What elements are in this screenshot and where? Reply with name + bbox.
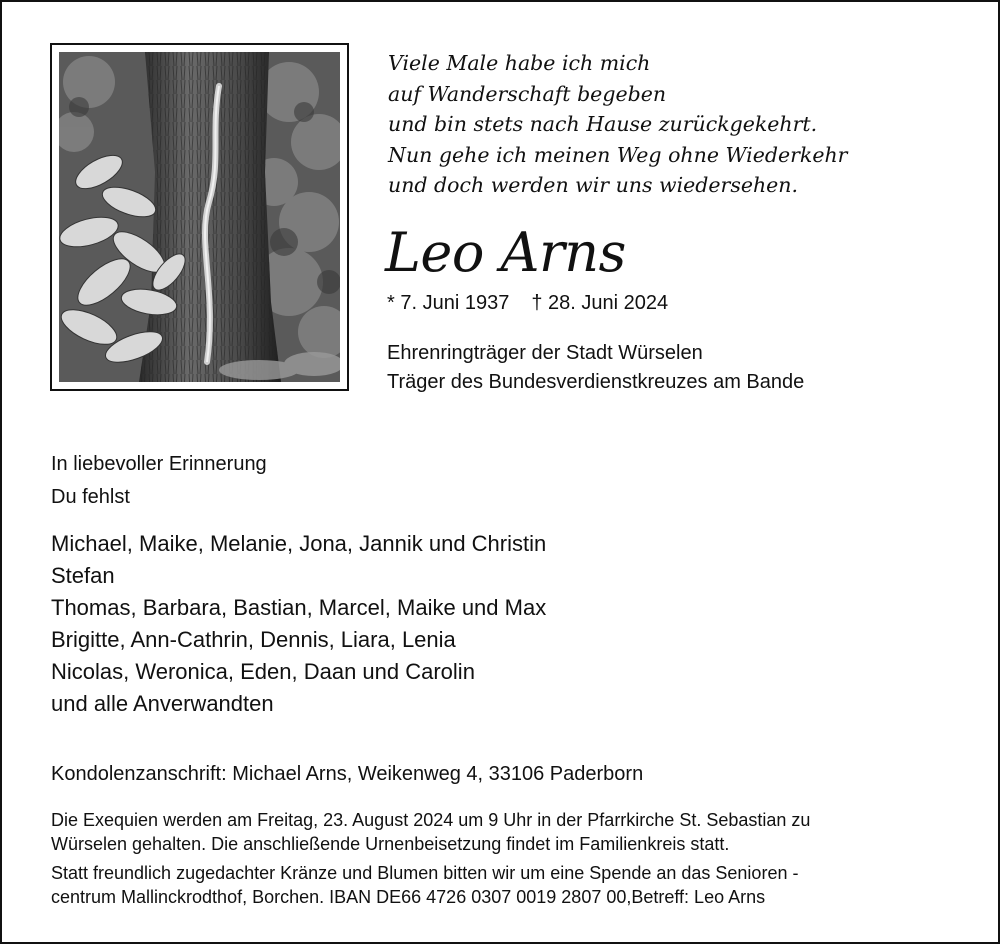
honor-line: Ehrenringträger der Stadt Würselen [387,342,703,364]
condolence-address: Kondolenzanschrift: Michael Arns, Weikenweg 4, 33106 Paderborn [51,763,644,785]
funeral-line: Würselen gehalten. Die anschließende Urnenbeisetzung findet im Familienkreis statt. [51,834,730,854]
donation-line: centrum Mallinckrodthof, Borchen. IBAN DE66 4726 0307 0019 2807 00,Betreff: Leo Arns [51,887,766,907]
memory-line: In liebevoller Erinnerung [51,453,267,475]
honors [387,339,804,397]
life-dates [387,289,668,317]
poem-line: und bin stets nach Hause zurückgekehrt. [388,112,818,136]
death-date: † 28. Juni 2024 [531,292,669,314]
donation-line: Statt freundlich zugedachter Kränze und Blumen bitten wir um eine Spende an das Senioren - [51,863,799,883]
family-line: Michael, Maike, Melanie, Jona, Jannik und Christin [51,531,547,556]
deceased-name: Leo Arns [385,221,626,284]
family-line: und alle Anverwandten [51,691,274,716]
memory-text [51,448,267,514]
memory-line: Du fehlst [51,486,130,508]
funeral-notes [51,808,810,909]
poem-line: Nun gehe ich meinen Weg ohne Wiederkehr [388,142,848,167]
family-line: Thomas, Barbara, Bastian, Marcel, Maike und Max [51,595,547,620]
family-line: Stefan [51,563,115,588]
poem-line: auf Wanderschaft begeben [388,81,667,106]
poem-line: und doch werden wir uns wiedersehen. [388,173,799,197]
tree-photo-icon [59,52,340,382]
funeral-line: Die Exequien werden am Freitag, 23. August 2024 um 9 Uhr in der Pfarrkirche St. Sebastian zu [51,810,811,830]
memorial-photo [50,43,349,391]
family-list [51,528,546,720]
poem [388,48,847,201]
family-line: Nicolas, Weronica, Eden, Daan und Carolin [51,659,475,684]
honor-line: Träger des Bundesverdienstkreuzes am Bande [387,371,805,393]
poem-line: Viele Male habe ich mich [388,51,651,75]
birth-date: * 7. Juni 1937 [387,292,510,314]
family-line: Brigitte, Ann-Cathrin, Dennis, Liara, Lenia [51,627,456,652]
